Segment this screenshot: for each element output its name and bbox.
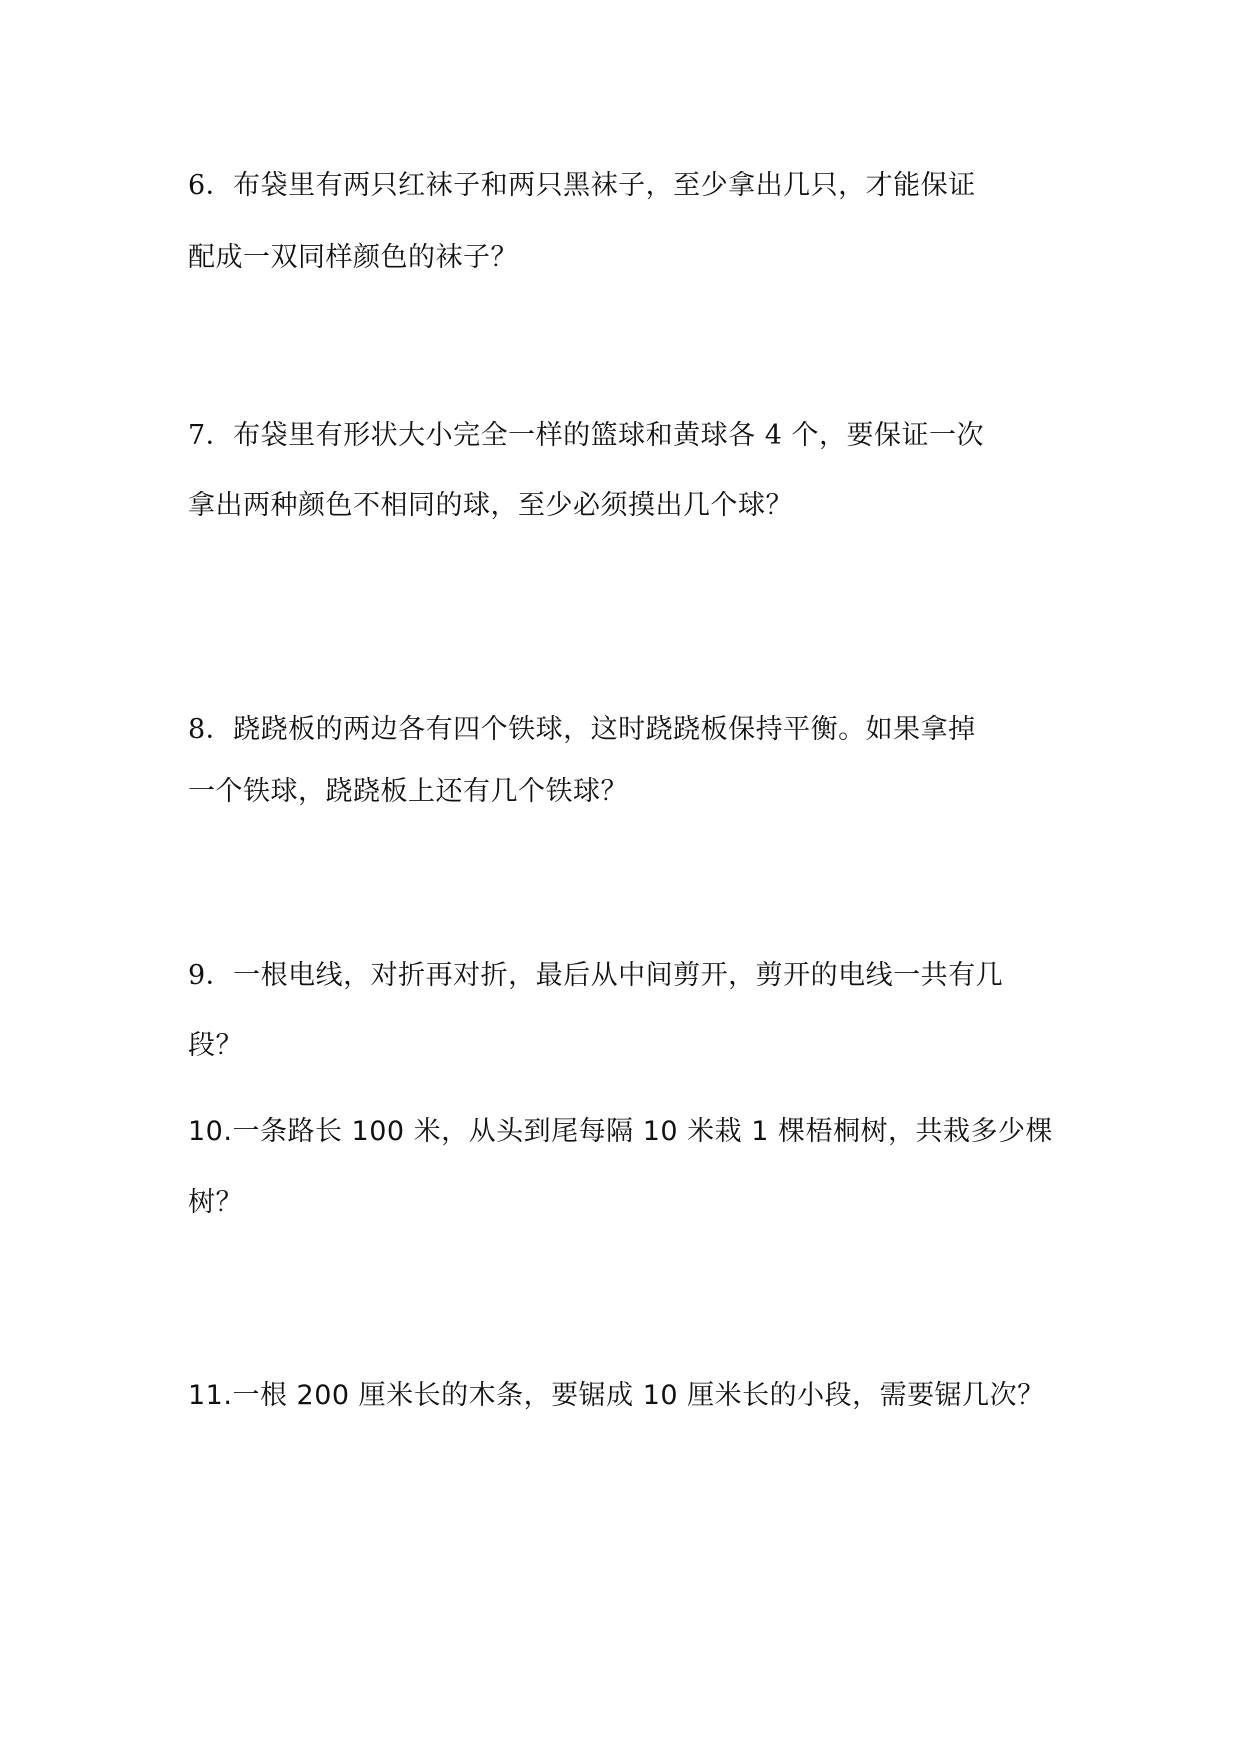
- question-8-line-2: 一个铁球，跷跷板上还有几个铁球？: [188, 776, 628, 807]
- question-8-line-1: 8．跷跷板的两边各有四个铁球，这时跷跷板保持平衡。如果拿掉: [188, 714, 976, 745]
- question-7-line-1: 7．布袋里有形状大小完全一样的篮球和黄球各 4 个，要保证一次: [188, 420, 985, 451]
- question-7-line-2: 拿出两种颜色不相同的球，至少必须摸出几个球？: [188, 490, 793, 521]
- question-6-line-1: 6．布袋里有两只红袜子和两只黑袜子，至少拿出几只，才能保证: [188, 170, 976, 201]
- question-9-line-1: 9．一根电线，对折再对折，最后从中间剪开，剪开的电线一共有几: [188, 960, 1004, 991]
- question-10-line-2: 树？: [188, 1187, 243, 1218]
- question-11-line-1: 11.一根 200 厘米长的木条，要锯成 10 厘米长的小段，需要锯几次？: [188, 1380, 1045, 1411]
- question-6-line-2: 配成一双同样颜色的袜子？: [188, 242, 518, 273]
- question-10-line-1: 10.一条路长 100 米，从头到尾每隔 10 米栽 1 棵梧桐树，共栽多少棵: [188, 1116, 1054, 1147]
- question-9-line-2: 段？: [188, 1030, 243, 1061]
